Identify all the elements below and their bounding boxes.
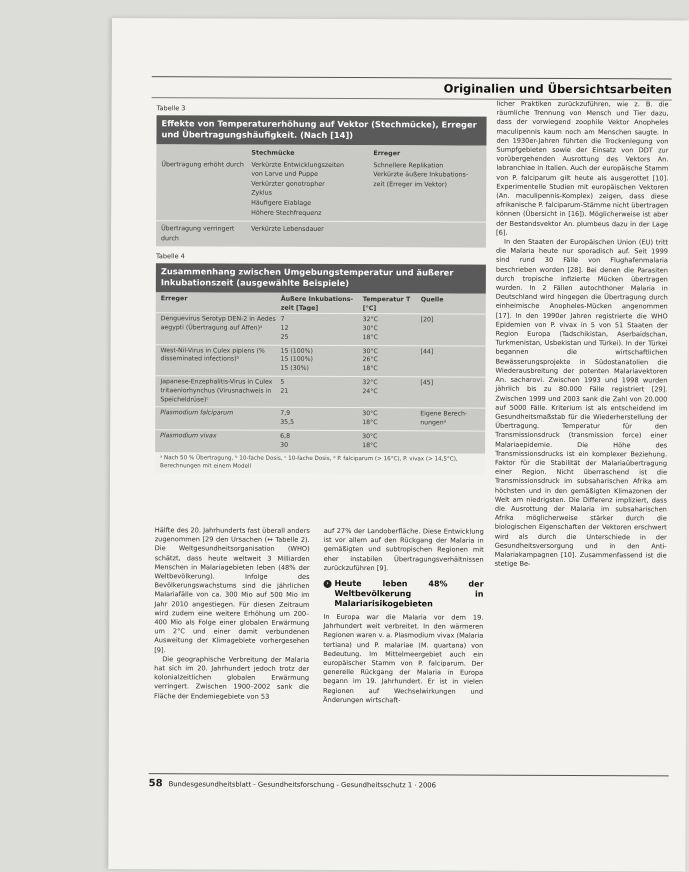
table-value: 15 (30%) <box>280 364 309 373</box>
table-3-body <box>156 144 486 248</box>
table-value: 12 <box>280 324 289 332</box>
table-value: 7 <box>280 315 285 323</box>
table-row <box>156 312 486 345</box>
table-value: 21 <box>280 387 289 395</box>
table-cell <box>280 433 362 451</box>
table-value: 6,8 <box>280 432 291 440</box>
text-column-middle <box>323 527 484 706</box>
table-3-column-headers <box>156 144 486 159</box>
table-value: 30°C <box>362 325 378 333</box>
table-row <box>156 220 486 248</box>
table-value: 30°C <box>362 433 378 441</box>
table-4 <box>155 252 486 474</box>
table-cell <box>362 348 420 375</box>
table-cell: Plasmodium vivax <box>160 432 217 440</box>
table-cell: Verkürzte äußere Inkubations- <box>373 171 469 179</box>
table-cell: Zyklus <box>251 189 272 198</box>
page-footer <box>149 778 669 791</box>
arrow-bullet-icon: › <box>324 580 332 588</box>
table-cell <box>363 316 421 343</box>
table-cell: Verkürzte Entwicklungszeiten <box>251 161 345 169</box>
table-cell: [45] <box>420 379 434 387</box>
table-3-label: Tabelle 3 <box>156 104 186 113</box>
table-row <box>155 375 485 408</box>
table-cell <box>420 433 485 451</box>
table-3 <box>156 104 487 248</box>
text-column-right <box>495 100 669 570</box>
table-value: 18°C <box>362 441 378 449</box>
table-3-col-vector: Stechmücke <box>251 149 295 157</box>
table-cell: West-Nil-Virus in Culex pipiens (% disseminated infections)ᵇ <box>160 346 265 363</box>
table-cell: Denguevirus Serotyp DEN-2 in Aedes aegypti (Übertragung auf Affen)ᵃ <box>160 315 276 332</box>
table-value: 32°C <box>362 316 378 324</box>
table-cell: Häufigere Eiablage <box>251 199 312 207</box>
table-4-footnote-area <box>155 452 485 474</box>
table-cell: Japanese-Enzephalitis-Virus in Culex tritaeniorhynchus (Virusnachweis in Speicheldrüse)ᶜ <box>160 378 273 403</box>
table-value: 18°C <box>362 365 378 373</box>
table-row <box>155 429 485 453</box>
table-row <box>155 344 485 377</box>
table-cell: von Larve und Puppe <box>251 170 318 179</box>
top-rule <box>152 76 672 79</box>
table-value: 5 <box>280 378 285 386</box>
table-cell: [44] <box>420 347 434 355</box>
table-value: 30°C <box>362 410 378 418</box>
table-3-row1-vector <box>251 160 373 218</box>
journal-citation: Bundesgesundheitsblatt - Gesundheitsforschung - Gesundheitsschutz 1 · 2006 <box>168 779 436 789</box>
table-3-row1-label: Übertragung erhöht durch <box>161 160 244 169</box>
table-value: 7,9 <box>280 410 291 418</box>
journal-page <box>108 18 689 872</box>
table-4-body <box>155 292 486 453</box>
footer-rule <box>149 773 669 776</box>
table-cell <box>362 433 420 451</box>
paragraph: Hälfte des 20. Jahrhunderts fast überall anders zugenommen [29 den Ursachen (↔ Tabelle 2). Die Weltgesundheitsorganisation (WHO) schätzt, dass heute weltweit 3 Milliarden Menschen in Malariagebieten leben (48% der Weltbevölkerung). Infolge des Bevölkerungswachstums sind die jährlichen Malariafälle von ca. 300 Mio auf 500 Mio im Jahr 2010 angestiegen. Für diesen Zeitraum wird zudem eine weitere Erhöhung um 200–400 Mio als Folge einer globalen Erwärmung um 2°C und einer damit verbundenen Ausweitung der Klimagebiete vorhergesehen [9]. <box>154 526 310 654</box>
table-cell: Höhere Stechfrequenz <box>251 209 322 217</box>
table-4-col-duration: Äußere Inkubations-zeit [Tage] <box>280 295 354 312</box>
table-3-row1-pathogen <box>373 161 486 219</box>
text-column-left <box>154 526 310 702</box>
table-cell: Eigene Berech-nungenᵈ <box>420 410 468 427</box>
table-value: 26°C <box>362 356 378 364</box>
table-4-col-temp: Temperatur T [°C] <box>362 296 411 312</box>
table-4-label: Tabelle 4 <box>155 252 185 261</box>
table-value: 30 <box>280 441 289 449</box>
table-value: 18°C <box>362 419 378 427</box>
table-value: 30°C <box>362 347 378 355</box>
section-heading <box>323 579 483 610</box>
table-value: 24°C <box>362 387 378 395</box>
paragraph: licher Praktiken zurückzuführen, wie z. B. die räumliche Trennung von Mensch und Tier dazu, dass der vorwiegend zoophile Vektor Anopheles maculipennis kaum noch am Menschen saugte. In den 1930er-Jahren führten die Trockenlegung von Sumpfgebieten sowie der Einsatz von DDT zur vorübergehenden Ausrottung des Vektors An. labranchiae in Italien. Auch der europäische Stamm von P. falciparum gilt heute als ausgerottet [10]. Experimentelle Studien mit europäischen Vektoren (An. maculipennis-Komplex) zeigen, dass diese afrikanische P. falciparum-Stämme nicht übertragen können (Übersicht in [16]). Möglicherweise ist aber der Bestandsvektor An. plumbeus dazu in der Lage [6]. <box>496 99 669 237</box>
table-3-row2-vector: Verkürzte Lebensdauer <box>251 225 324 234</box>
section-header: Originalien und Übersichtsarbeiten <box>443 81 672 97</box>
table-4-column-headers <box>156 292 486 314</box>
paragraph: Die geographische Verbreitung der Malaria hat sich im 20. Jahrhundert jedoch trotz der kolonialzeitlichen globalen Erwärmung verringert. Zwischen 1900–2002 sank die Fläche der Endemiegebiete von 53 <box>154 655 310 701</box>
table-3-col-pathogen: Erreger <box>373 150 401 158</box>
table-value: 18°C <box>362 333 378 341</box>
table-cell: [20] <box>420 316 434 324</box>
table-cell: Plasmodium falciparum <box>160 409 234 417</box>
table-3-row2-pathogen <box>373 225 486 245</box>
table-4-col-pathogen: Erreger <box>160 295 188 303</box>
page-number: 58 <box>148 778 163 790</box>
table-cell: Schnellere Replikation <box>373 161 444 170</box>
table-value: 25 <box>280 333 289 341</box>
table-value: 15 (100%) <box>280 347 313 355</box>
table-row <box>156 158 486 219</box>
table-3-row2-label: Übertragung verringert durch <box>161 225 235 243</box>
table-cell: zeit (Erreger im Vektor) <box>373 180 447 189</box>
table-cell <box>281 316 363 343</box>
table-cell <box>280 379 362 406</box>
table-3-title: Effekte von Temperaturerhöhung auf Vektor (Stechmücke), Erreger und Übertragungshäufigkeit. (Nach [14]) <box>156 115 486 145</box>
section-heading-text: Heute leben 48% der Weltbevölkerung in Malariarisikogebieten <box>334 578 484 609</box>
table-cell: Verkürzter gonotropher <box>251 180 325 188</box>
table-value: 32°C <box>362 379 378 387</box>
table-row <box>155 407 485 431</box>
paragraph: auf 27% der Landoberfläche. Diese Entwicklung ist vor allem auf den Rückgang der Malaria in gemäßigten und subtropischen Regionen mit eher instabilen Übertragungsverhältnissen zurückzuführen [9]. <box>323 526 484 573</box>
table-cell <box>280 347 362 374</box>
table-4-title: Zusammenhang zwischen Umgebungstemperatur und äußerer Inkubationszeit (ausgewählte Beispiele) <box>156 263 486 293</box>
table-4-col-source: Quelle <box>420 296 444 304</box>
table-cell <box>362 410 420 428</box>
table-cell <box>362 379 420 406</box>
table-cell <box>280 410 362 428</box>
table-value: 35,5 <box>280 418 295 426</box>
paragraph: In den Staaten der Europäischen Union (EU) tritt die Malaria heute nur sporadisch auf. Seit 1999 sind rund 30 Fälle von Flughafenmalaria beschrieben worden [28]. Bei denen die Parasiten durch tropische infizierte Mücken übertragen wurden. In 2 Fällen autochthoner Malaria in Deutschland wird hingegen die Übertragung durch einheimische Anopheles-Mücken angenommen [17]. In den 1990er Jahren registrierte die WHO Epidemien von P. vivax in 5 von 51 Staaten der Region Europa (Tadschikistan, Aserbaidschan, Turkmenistan, Usbekistan und Türkei). In der Türkei begannen die wirtschaftlichen Bewässerungsprojekte in Südostanatolien die Wiederausbreitung der potenten Malariavektoren An. sacharovi. Zwischen 1993 und 1998 wurden jährlich bis zu 80.000 Fälle registriert [29]. Zwischen 1999 und 2003 sank die Zahl von 20.000 auf 5000 Fälle. Kriterium ist als entscheidend im Gesundheitsmaßstab für die Wiederherstellung der Übertragung. Temperatur für den Transmissionsdruck (transmission force) einer Malariaepidemie. Die Höhe des Transmissionsdrucks ist ein komplexer Beziehung. Faktor für die Stabilität der Malariaübertragung einer Region. Nicht überraschend ist die Transmissionsdruck im subsaharischen Afrika am höchsten und in den gemäßigten Klimazonen der Welt am niedrigsten. Die Differenz impliziert, dass die Ausrottung der Malaria im subsaharischen Afrika möglicherweise stärker durch die biologischen Eigenschaften der Vektoren erschwert wird als durch die Unterschiede in der Gesundheitsversorgung und in den Anti-Malariakampagnen [10]. Zusammenfassend ist die stetige Be- <box>494 237 669 568</box>
paragraph: In Europa war die Malaria vor dem 19. Jahrhundert weit verbreitet. In den wärmeren Regionen waren v. a. Plasmodium vivax (Malaria tertiana) und P. malariae (M. quartana) von Bedeutung. Im Mittelmeergebiet auch ein europäischer Stamm von P. falciparum. Der generelle Rückgang der Malaria in Europa begann im 19. Jahrhundert. Er ist in vielen Regionen auf Wechselwirkungen und Änderungen wirtschaft- <box>323 612 484 705</box>
table-4-footnote: ᵃ Nach 50 % Übertragung, ᵇ 10-fache Dosis, ᶜ 10-fache Dosis, ᵈ P. falciparum (> 16°C), P. vivax (> 14,5°C), Berechnungen mit einem Modell <box>160 454 458 470</box>
table-value: 15 (100%) <box>280 356 313 364</box>
